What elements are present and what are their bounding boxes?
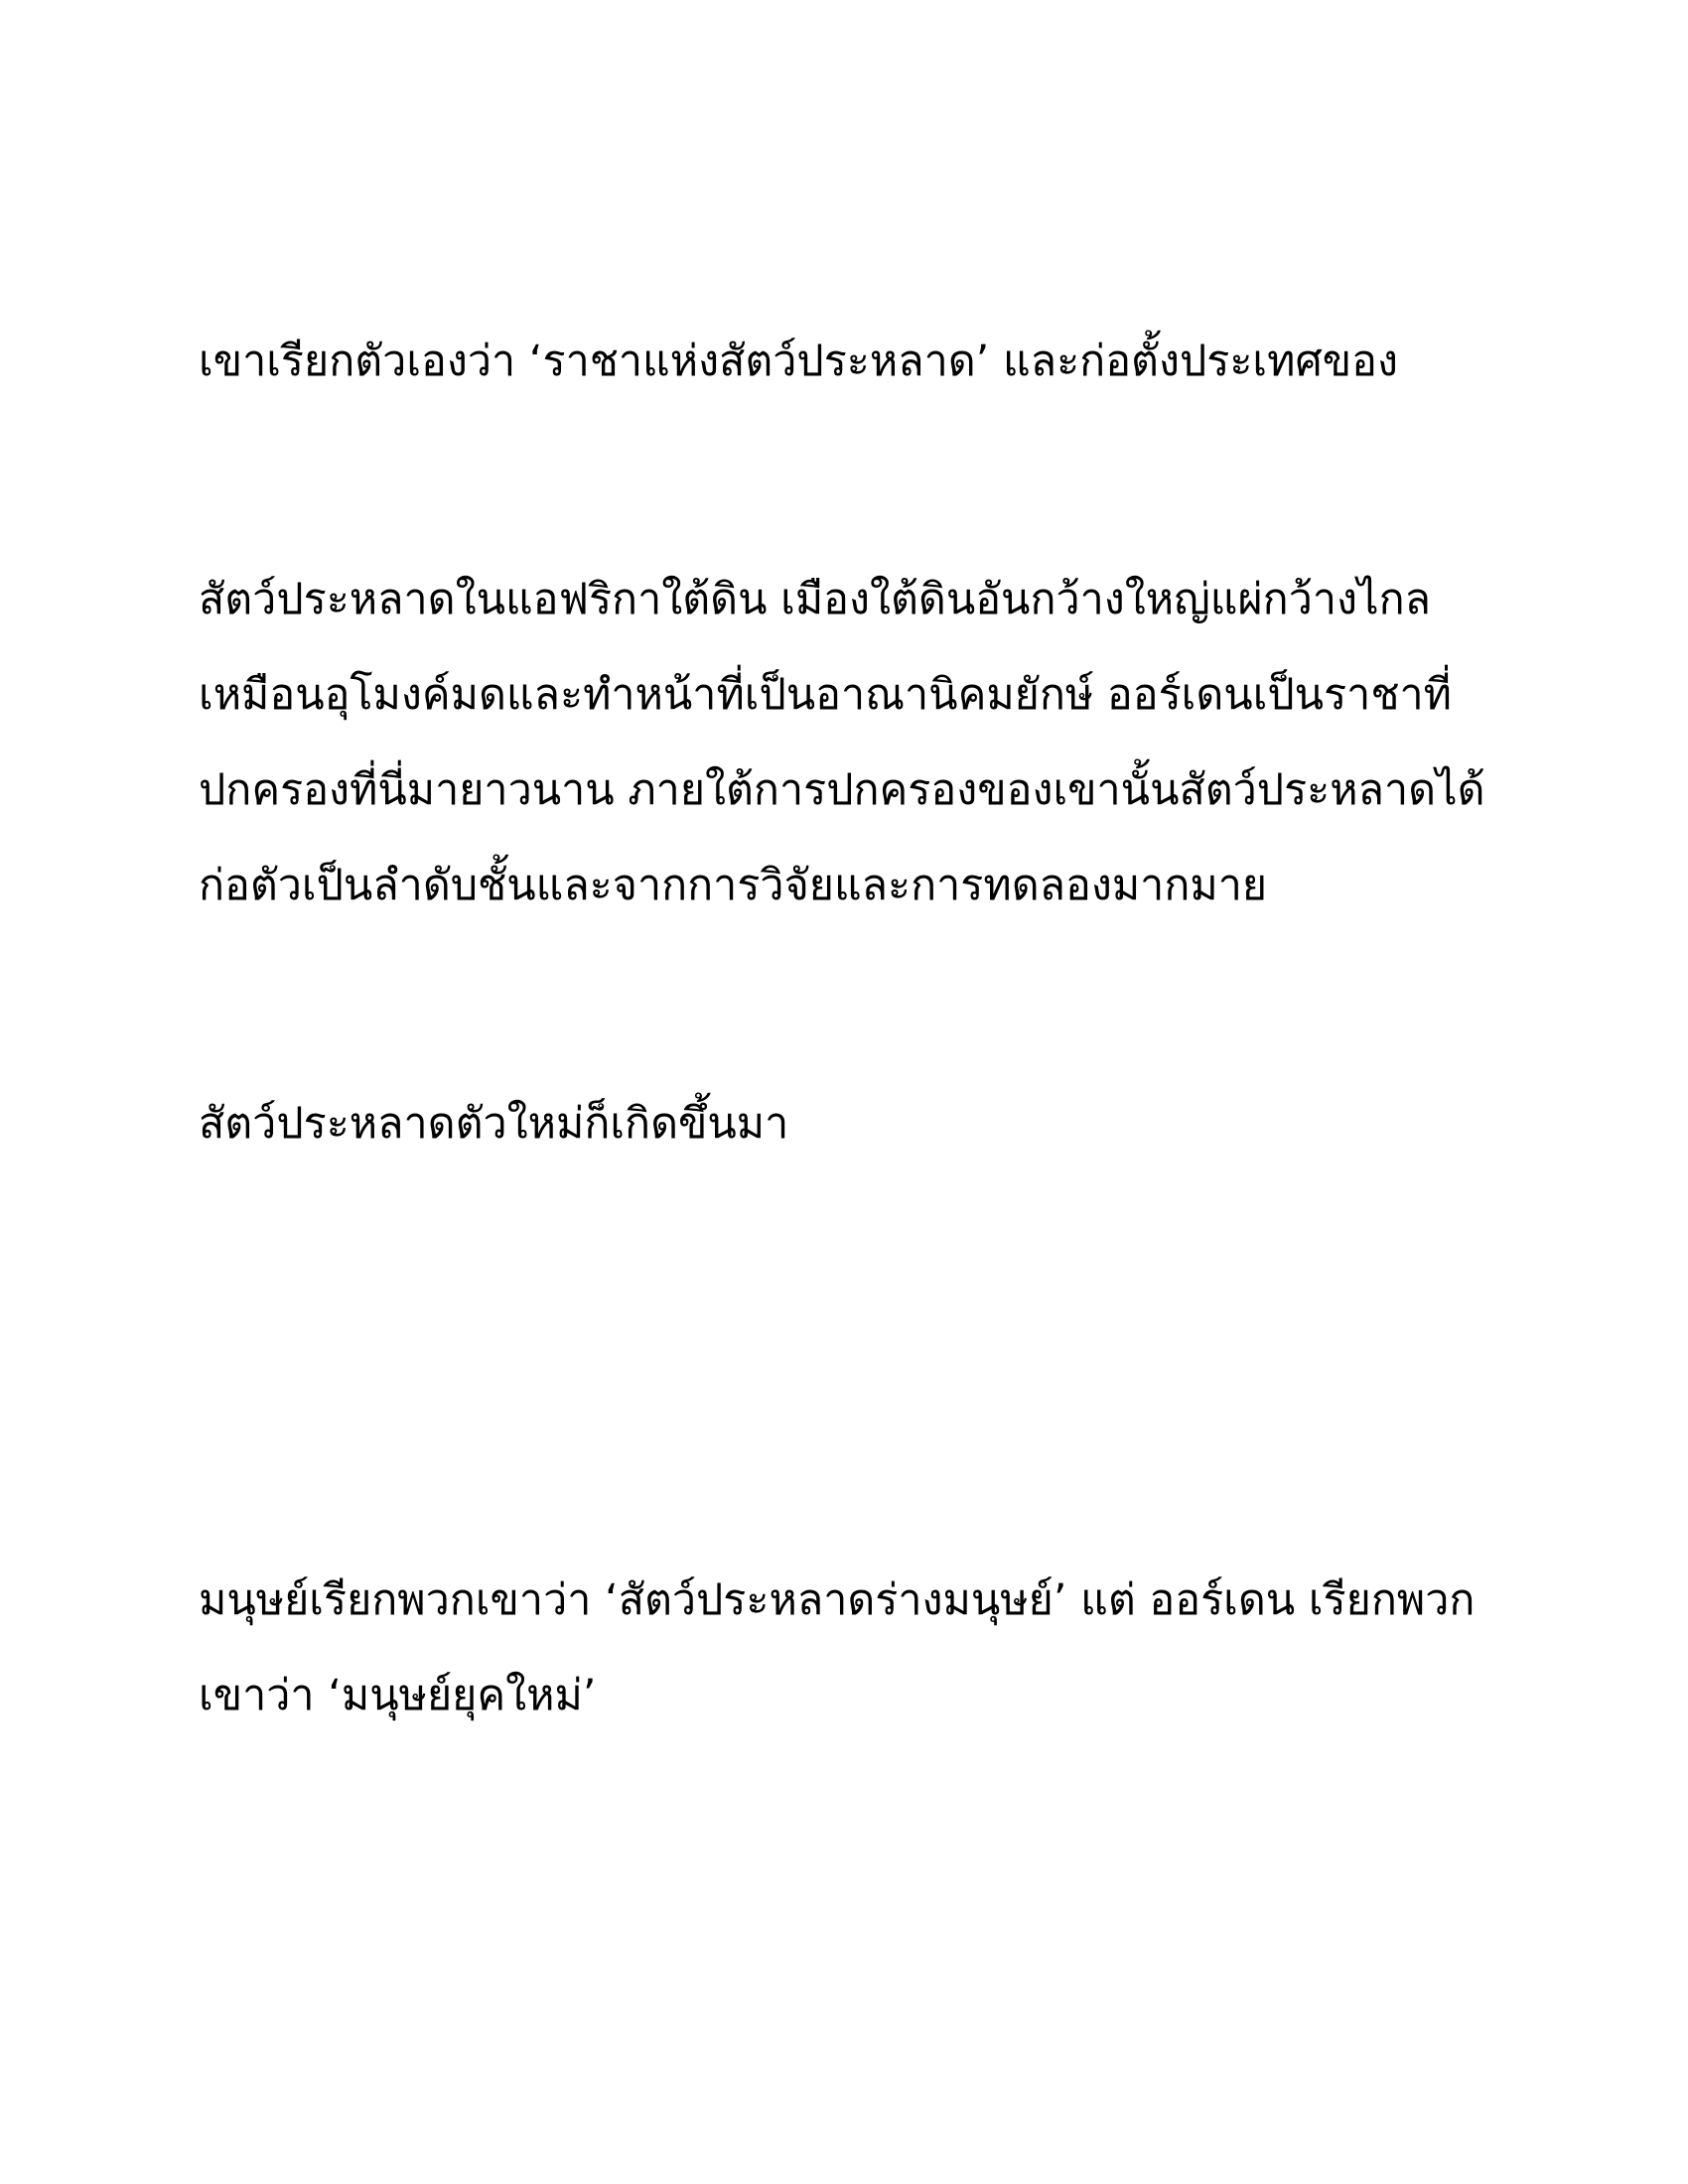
paragraph-1-line-1: เขาเรียกตัวเองว่า ‘ราชาแห่งสัตว์ประหลาด’ และก่อตั้งประเทศของ — [199, 337, 1398, 386]
paragraph-4-line-2: เขาว่า ‘มนุษย์ยุคใหม่’ — [199, 1671, 597, 1720]
paragraph-2-line-1: สัตว์ประหลาดในแอฟริกาใต้ดิน เมืองใต้ดินอันกว้างใหญ่แผ่กว้างไกล — [199, 575, 1431, 624]
paragraph-2-line-3: ปกครองที่นี่มายาวนาน ภายใต้การปกครองของเขานั้นสัตว์ประหลาดได้ — [199, 765, 1485, 815]
paragraph-3-line-1: สัตว์ประหลาดตัวใหม่ก็เกิดขึ้นมา — [199, 1099, 789, 1149]
paragraph-2-line-2: เหมือนอุโมงค์มดและทำหน้าที่เป็นอาณานิคมยักษ์ ออร์เดนเป็นราชาที่ — [199, 670, 1452, 720]
paragraph-4-line-1: มนุษย์เรียกพวกเขาว่า ‘สัตว์ประหลาดร่างมนุษย์’ แต่ ออร์เดน เรียกพวก — [199, 1575, 1476, 1625]
paragraph-2-line-4: ก่อตัวเป็นลำดับชั้นและจากการวิจัยและการทดลองมากมาย — [199, 861, 1268, 910]
